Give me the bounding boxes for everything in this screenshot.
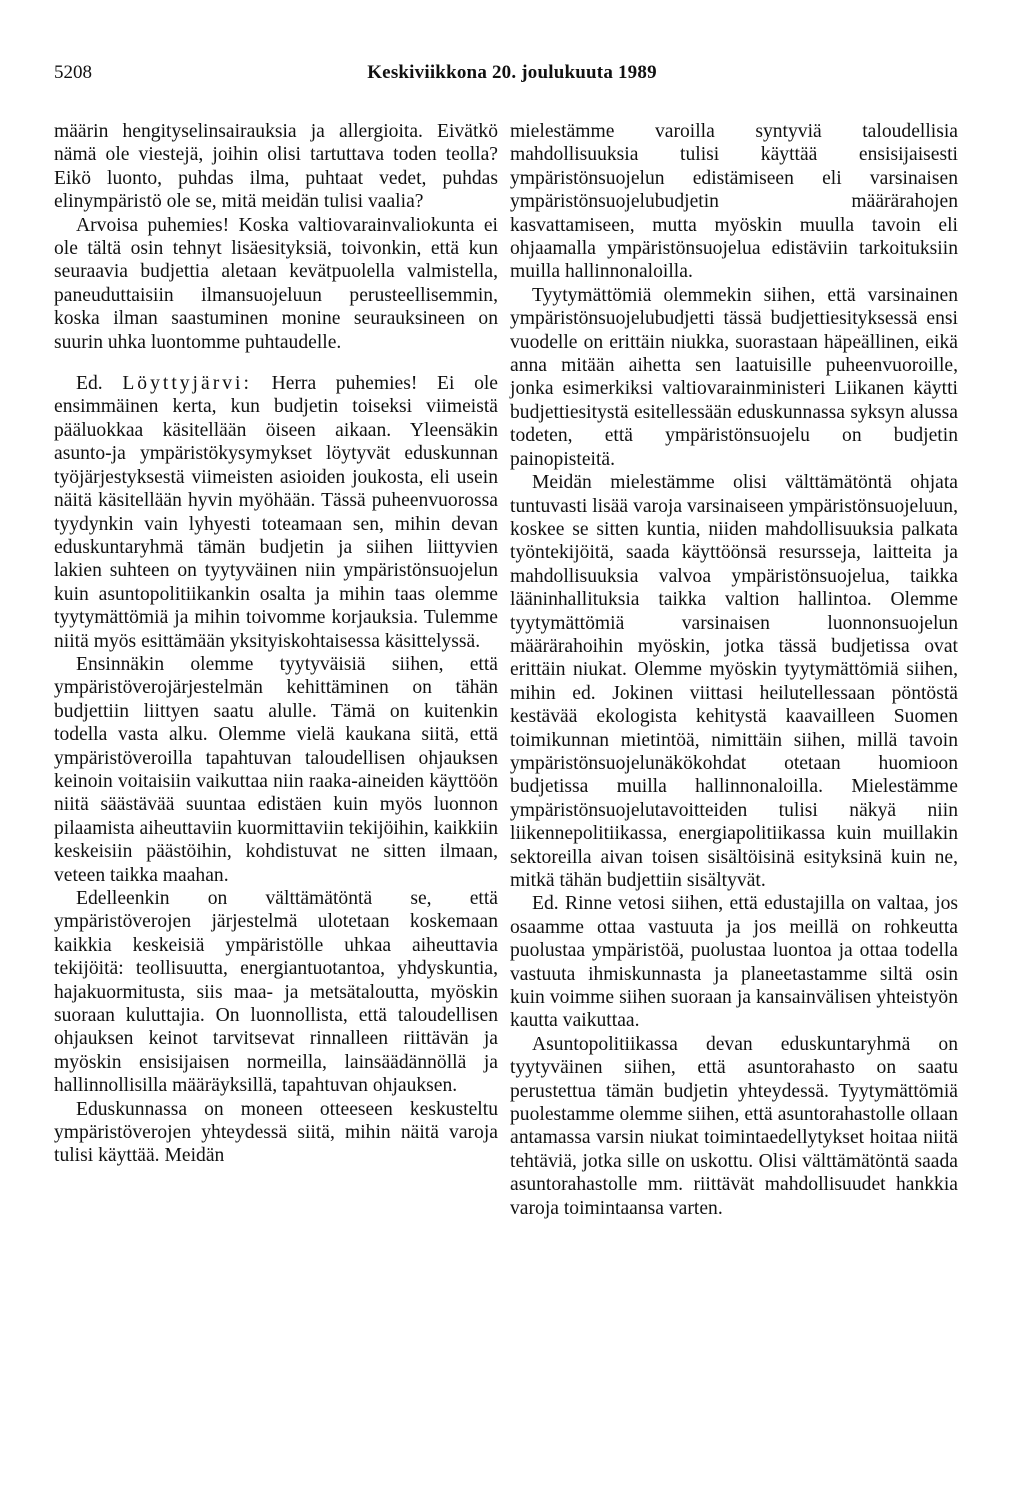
speech-text: Herra puhemies! Ei ole ensimmäinen kerta, kun budjetin toiseksi viimeistä pääluokkaa käsitellään öiseen aikaan. Yleensäkin asunto-ja ympäristökysymykset löytyvät eduskunnan työjärjestyksestä viimeisten asioiden joukosta, eli usein näitä käsitellään hyvin myöhään. Tässä puheenvuorossa tyydynkin vain lyhyesti toteamaan sen, mihin devan eduskuntaryhmä tämän budjetin ja siihen liittyvien lakien suhteen on tyytyväinen niin ympäristönsuojelun kuin asuntopolitiikankin osalta ja mihin taas olemme tyytymättömiä ja mihin toivomme korjauksia. Tulemme niitä myös esittämään yksityiskohtaisessa käsittelyssä. (54, 373, 499, 652)
paragraph: Asuntopolitiikassa devan eduskuntaryhmä on tyytyväinen siihen, että asuntorahasto on saatu perustettua tämän budjetin yhteydessä. Tyytymättömiä puolestamme olemme siihen, että asuntorahastolle ollaan antamassa varsin niukat toimintaedellytykset hoitaa niitä tehtäviä, jotka sille on uskottu. Olisi välttämätöntä saada asuntorahastolle mm. riittävät mahdollisuudet hankkia varoja toimintaansa varten. (510, 1033, 958, 1219)
speaker-name: Löyttyjärvi: (122, 373, 252, 395)
right-column (510, 120, 958, 1220)
paragraph: määrin hengityselinsairauksia ja allergioita. Eivätkö nämä ole viestejä, joihin olisi tartuttava toden teolla? Eikö luonto, puhdas ilma, puhtaat vedet, puhdas elinympäristö ole se, mitä meidän tulisi vaalia? (54, 121, 498, 213)
paragraph: Meidän mielestämme olisi välttämätöntä ohjata tuntuvasti lisää varoja varsinaiseen ympäristönsuojeluun, koskee se sitten kuntia, niiden mahdollisuuksia palkata työntekijöitä, saada käyttöönsä resursseja, laitteita ja mahdollisuuksia valvoa ympäristönsuojelua, taikka lääninhallituksia taikka valtion hallintoa. Olemme tyytymättömiä varsinaisen luonnonsuojelun määrärahoihin myöskin, jotka tässä budjetissa ovat erittäin niukat. Olemme myöskin tyytymättömiä siihen, mihin ed. Jokinen viittasi heilutellessaan pöntöstä kestävää ekologista kehitystä kaavailleen Suomen toimikunnan mietintöä, nimittäin siihen, millä tavoin ympäristönsuojelunäkökohdat otetaan huomioon budjetissa muilla hallinnonaloilla. Mielestämme ympäristönsuojelutavoitteiden tulisi näkyä niin liikennepolitiikassa, energiapolitiikassa kuin muillakin sektoreilla aivan toisen sisältöisinä esityksinä kuin ne, mitkä tähän budjettiin sisältyvät. (510, 472, 958, 891)
left-column (54, 120, 498, 1168)
paragraph: Ensinnäkin olemme tyytyväisiä siihen, että ympäristöverojärjestelmän kehittäminen on tähän budjettiin liittyen saatu alulle. Tämä on kuitenkin todella vasta alku. Olemme vielä kaukana siitä, että ympäristöveroilla tapahtuvan taloudellisen ohjauksen keinoin voitaisiin vaikuttaa niin raaka-aineiden käyttöön niitä säästävää suuntaa edistäen kuin myös luonnon pilaamista aiheuttaviin kuormittaviin tekijöihin, kaikkiin keskeisiin päästöihin, kohdistuvat ne sitten ilmaan, veteen taikka maahan. (54, 653, 498, 886)
paragraph: Arvoisa puhemies! Koska valtiovarainvaliokunta ei ole tältä osin tehnyt lisäesityksiä, toivonkin, että kun seuraavia budjettia aletaan kevätpuolella valmistella, paneuduttaisiin ilmansuojeluun perusteellisemmin, koska ilman saastuminen monine seurauksineen on suurin uhka luontomme puhtaudelle. (54, 214, 498, 353)
speaker-paragraph (54, 372, 498, 653)
paragraph: mielestämme varoilla syntyviä taloudellisia mahdollisuuksia tulisi käyttää ensisijaisesti ympäristönsuojelun edistämiseen eli varsinaisen ympäristönsuojelubudjetin määrärahojen kasvattamiseen, mutta myöskin muulla tavoin eli ohjaamalla ympäristönsuojelua edistäviin tarkoituksiin muilla hallinnonaloilla. (510, 121, 958, 283)
paragraph: Edelleenkin on välttämätöntä se, että ympäristöverojen järjestelmä ulotetaan koskemaan kaikkia keskeisiä ympäristölle uhkaa aiheuttavia tekijöitä: teollisuutta, energiantuotantoa, yhdyskuntia, hajakuormitusta, siis maa- ja metsätaloutta, myöskin suoraan kuluttajia. On luonnollista, että taloudellisen ohjauksen keinot tarvitsevat rinnalleen riittävän ja myöskin ensisijaisen normeilla, lainsäädännöllä ja hallinnollisilla määräyksillä, tapahtuvan ohjauksen. (54, 888, 498, 1097)
header-date: Keskiviikkona 20. joulukuuta 1989 (367, 62, 657, 83)
paragraph: Eduskunnassa on moneen otteeseen keskusteltu ympäristöverojen yhteydessä siitä, mihin näitä varoja tulisi käyttää. Meidän (54, 1098, 498, 1167)
speaker-prefix: Ed. (76, 373, 103, 395)
page-number: 5208 (54, 62, 92, 83)
page-header (54, 62, 970, 88)
paragraph: Ed. Rinne vetosi siihen, että edustajilla on valtaa, jos osaamme ottaa vastuuta ja jos meillä on rohkeutta puolustaa ympäristöä, puolustaa luontoa ja ottaa todella vastuuta ihmiskunnasta ja planeetastamme siltä osin kuin voimme siihen suoraan ja kansainvälisen yhteistyön kautta vaikuttaa. (510, 893, 958, 1032)
paragraph: Tyytymättömiä olemmekin siihen, että varsinainen ympäristönsuojelubudjetti tässä budjettiesityksessä ensi vuodelle on erittäin niukka, suorastaan häpeällinen, eikä anna mitään aihetta sen laatuisille puheenvuoroille, jonka esimerkiksi valtiovarainministeri Liikanen käytti budjettiesitystä esitellessään eduskunnassa syksyn alussa todeten, että ympäristönsuojelu on budjetin painopisteitä. (510, 284, 958, 470)
